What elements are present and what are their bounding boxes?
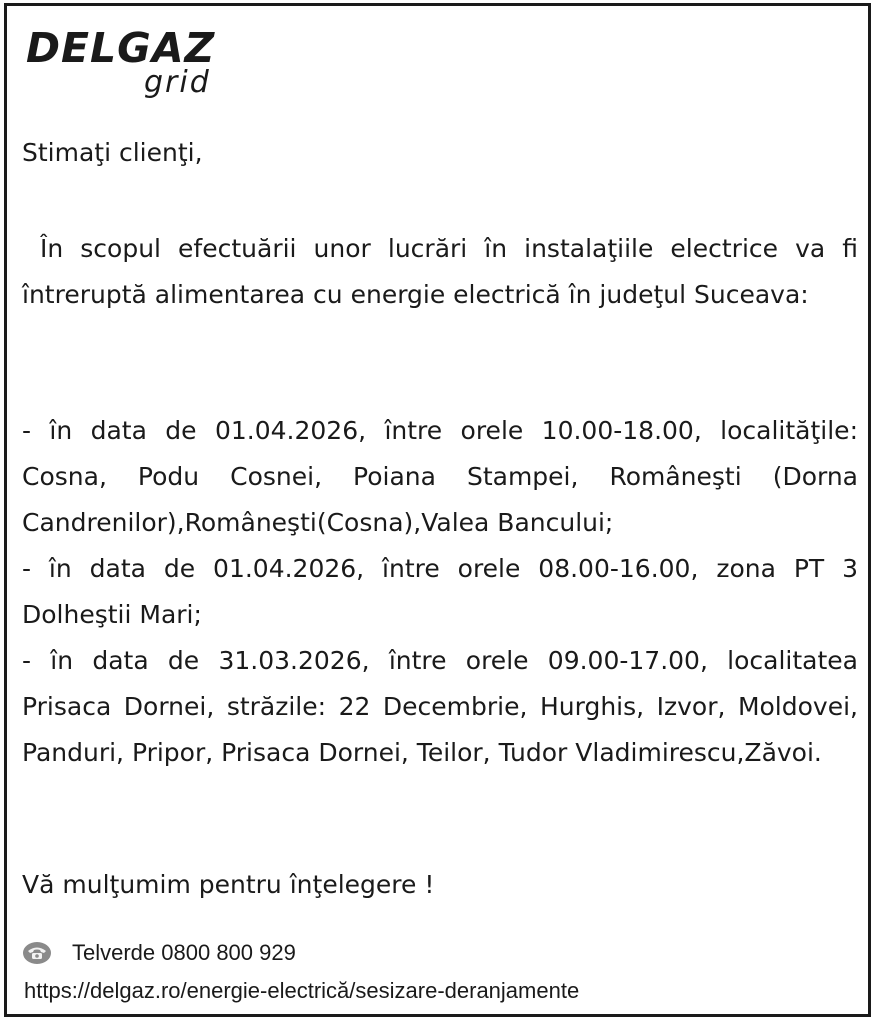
report-url[interactable]: https://delgaz.ro/energie-electrică/sesizare-deranjamente bbox=[24, 978, 580, 1003]
hotline-number: Telverde 0800 800 929 bbox=[72, 940, 296, 965]
contact-line bbox=[22, 938, 296, 968]
greeting: Stimaţi clienţi, bbox=[22, 138, 203, 167]
delgaz-logo bbox=[26, 24, 226, 103]
telephone-icon bbox=[22, 941, 52, 965]
outage-item: - în data de 01.04.2026, între orele 10.00-18.00, localităţile: Cosna, Podu Cosnei, Poiana Stampei, Româneşti (Dorna Candrenilor),Româneşti(Cosna),Valea Bancului; bbox=[22, 416, 858, 537]
intro-paragraph: În scopul efectuării unor lucrări în instalaţiile electrice va fi întreruptă alimentarea cu energie electrică în judeţul Suceava: bbox=[22, 234, 858, 309]
logo-subtitle: grid bbox=[144, 65, 211, 100]
thanks-line: Vă mulţumim pentru înţelegere ! bbox=[22, 870, 435, 899]
outage-item: - în data de 31.03.2026, între orele 09.00-17.00, localitatea Prisaca Dornei, străzile: 22 Decembrie, Hurghis, Izvor, Moldovei, Panduri, Pripor, Prisaca Dornei, Teilor, Tudor Vladimirescu,Zăvoi. bbox=[22, 646, 858, 767]
outage-list bbox=[22, 408, 858, 776]
logo-wordmark: DELGAZ bbox=[26, 24, 216, 72]
outage-item: - în data de 01.04.2026, între orele 08.00-16.00, zona PT 3 Dolheştii Mari; bbox=[22, 554, 858, 629]
